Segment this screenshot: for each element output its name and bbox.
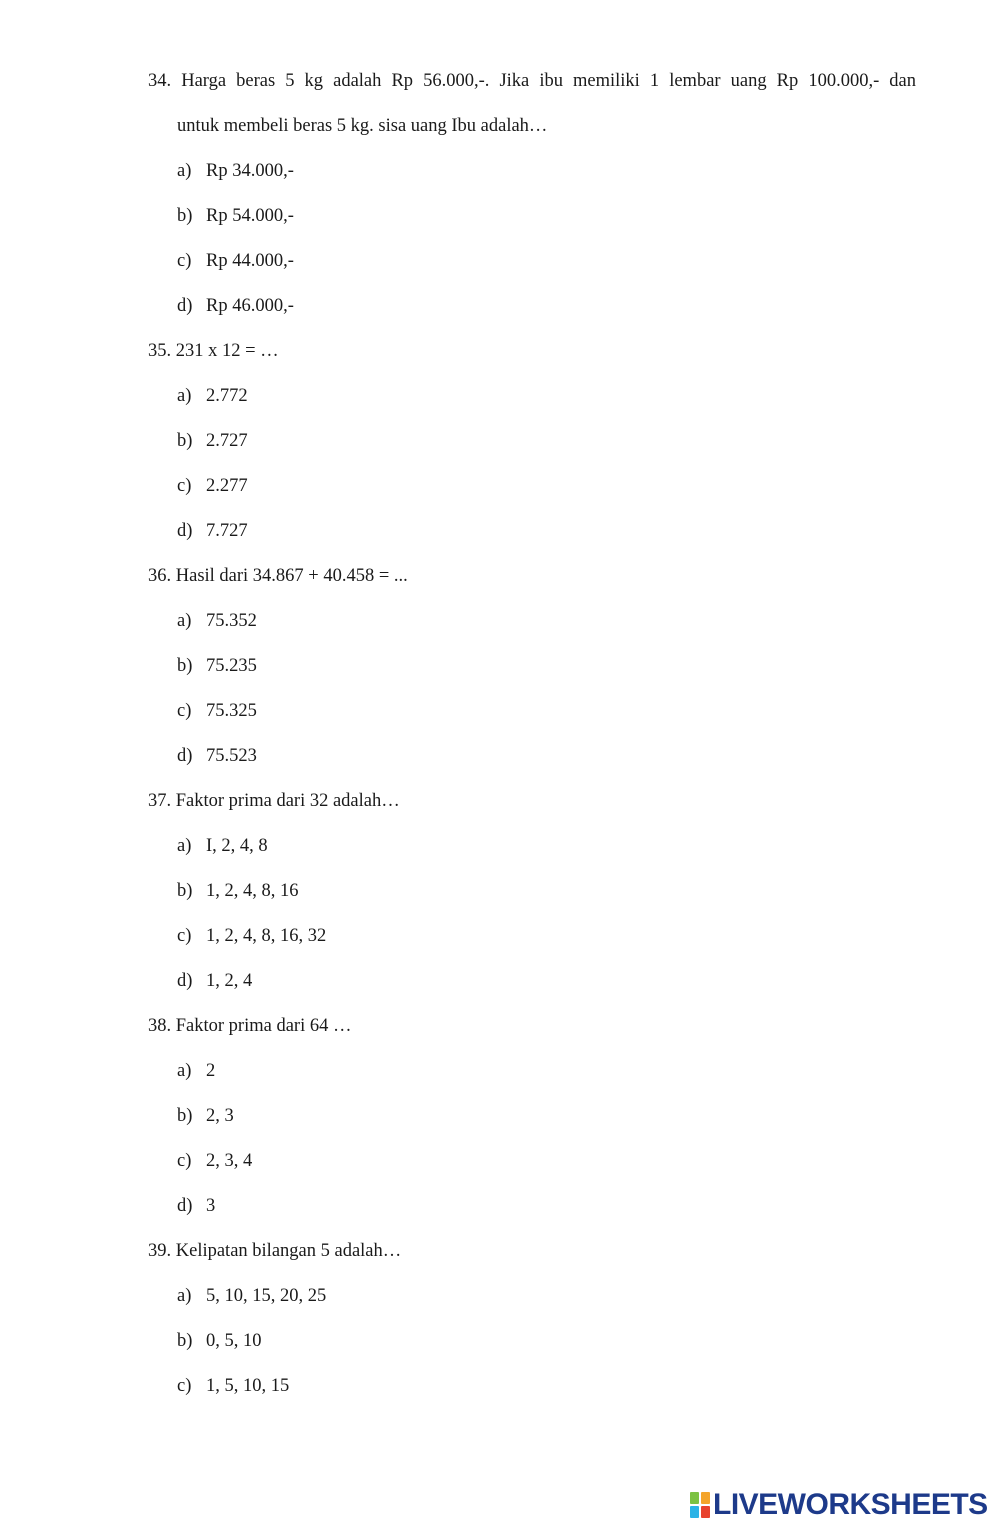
option-letter: b) <box>177 1331 193 1351</box>
question-34-option-d <box>177 295 294 317</box>
option-letter: d) <box>177 521 193 541</box>
question-35-option-b <box>177 430 248 452</box>
option-text: 0, 5, 10 <box>206 1331 262 1351</box>
question-36 <box>148 565 408 587</box>
option-text: 1, 2, 4, 8, 16, 32 <box>206 926 327 946</box>
option-text: 75.352 <box>206 611 257 631</box>
question-37-text: Faktor prima dari 32 adalah… <box>175 791 400 811</box>
question-35-number: 35. <box>148 341 172 361</box>
option-text: 75.325 <box>206 701 257 721</box>
option-text: 2, 3 <box>206 1106 234 1126</box>
option-text: 2.727 <box>206 431 248 451</box>
question-36-option-d <box>177 745 257 767</box>
option-letter: b) <box>177 1106 193 1126</box>
question-35-option-c <box>177 475 248 497</box>
question-38-option-c <box>177 1150 252 1172</box>
question-35-option-d <box>177 520 248 542</box>
option-letter: b) <box>177 656 193 676</box>
question-37-option-d <box>177 970 252 992</box>
question-37-option-b <box>177 880 299 902</box>
option-text: 3 <box>206 1196 216 1216</box>
question-38-number: 38. <box>148 1016 172 1036</box>
question-38-option-b <box>177 1105 234 1127</box>
question-34-option-a <box>177 160 294 182</box>
question-36-option-a <box>177 610 257 632</box>
question-39-option-a <box>177 1285 326 1307</box>
question-36-option-c <box>177 700 257 722</box>
option-letter: a) <box>177 611 192 631</box>
option-letter: d) <box>177 1196 193 1216</box>
question-39 <box>148 1240 401 1262</box>
option-letter: b) <box>177 431 193 451</box>
option-letter: c) <box>177 1151 192 1171</box>
question-34-option-c <box>177 250 294 272</box>
option-letter: d) <box>177 746 193 766</box>
option-text: Rp 44.000,- <box>206 251 294 271</box>
option-letter: a) <box>177 161 192 181</box>
option-text: I, 2, 4, 8 <box>206 836 268 856</box>
option-letter: c) <box>177 701 192 721</box>
liveworksheets-logo-text: LIVEWORKSHEETS <box>713 1488 988 1521</box>
question-38-text: Faktor prima dari 64 … <box>175 1016 352 1036</box>
option-letter: b) <box>177 881 193 901</box>
option-letter: c) <box>177 926 192 946</box>
question-35 <box>148 340 279 362</box>
option-letter: a) <box>177 386 192 406</box>
option-letter: a) <box>177 1061 192 1081</box>
option-letter: a) <box>177 1286 192 1306</box>
question-35-text: 231 x 12 = … <box>175 341 279 361</box>
option-text: Rp 34.000,- <box>206 161 294 181</box>
option-text: Rp 54.000,- <box>206 206 294 226</box>
question-34-number: 34. <box>148 71 172 91</box>
option-letter: d) <box>177 296 193 316</box>
option-text: 1, 2, 4 <box>206 971 253 991</box>
question-36-option-b <box>177 655 257 677</box>
option-text: Rp 46.000,- <box>206 296 294 316</box>
option-text: 5, 10, 15, 20, 25 <box>206 1286 327 1306</box>
option-text: 75.523 <box>206 746 257 766</box>
option-text: 2.277 <box>206 476 248 496</box>
question-34-text-line1: Harga beras 5 kg adalah Rp 56.000,-. Jika ibu memiliki 1 lembar uang Rp 100.000,- dan <box>181 71 917 91</box>
question-37-option-c <box>177 925 326 947</box>
question-38 <box>148 1015 351 1037</box>
option-letter: c) <box>177 476 192 496</box>
option-text: 2.772 <box>206 386 248 406</box>
option-text: 2, 3, 4 <box>206 1151 253 1171</box>
option-text: 1, 5, 10, 15 <box>206 1376 290 1396</box>
option-text: 7.727 <box>206 521 248 541</box>
liveworksheets-logo-icon <box>690 1492 710 1518</box>
question-37 <box>148 790 400 812</box>
option-letter: c) <box>177 251 192 271</box>
option-text: 2 <box>206 1061 216 1081</box>
question-39-option-c <box>177 1375 289 1397</box>
question-38-option-d <box>177 1195 215 1217</box>
option-letter: b) <box>177 206 193 226</box>
question-39-text: Kelipatan bilangan 5 adalah… <box>175 1241 402 1261</box>
question-37-number: 37. <box>148 791 172 811</box>
question-37-option-a <box>177 835 268 857</box>
question-34-option-b <box>177 205 294 227</box>
question-36-text: Hasil dari 34.867 + 40.458 = ... <box>175 566 408 586</box>
option-letter: a) <box>177 836 192 856</box>
question-36-number: 36. <box>148 566 172 586</box>
option-letter: d) <box>177 971 193 991</box>
question-39-number: 39. <box>148 1241 172 1261</box>
option-letter: c) <box>177 1376 192 1396</box>
question-34-line1 <box>148 70 916 92</box>
option-text: 75.235 <box>206 656 257 676</box>
question-39-option-b <box>177 1330 262 1352</box>
liveworksheets-logo <box>690 1488 988 1522</box>
question-35-option-a <box>177 385 248 407</box>
question-38-option-a <box>177 1060 215 1082</box>
option-text: 1, 2, 4, 8, 16 <box>206 881 299 901</box>
question-34-text-line2: untuk membeli beras 5 kg. sisa uang Ibu adalah… <box>177 116 548 136</box>
